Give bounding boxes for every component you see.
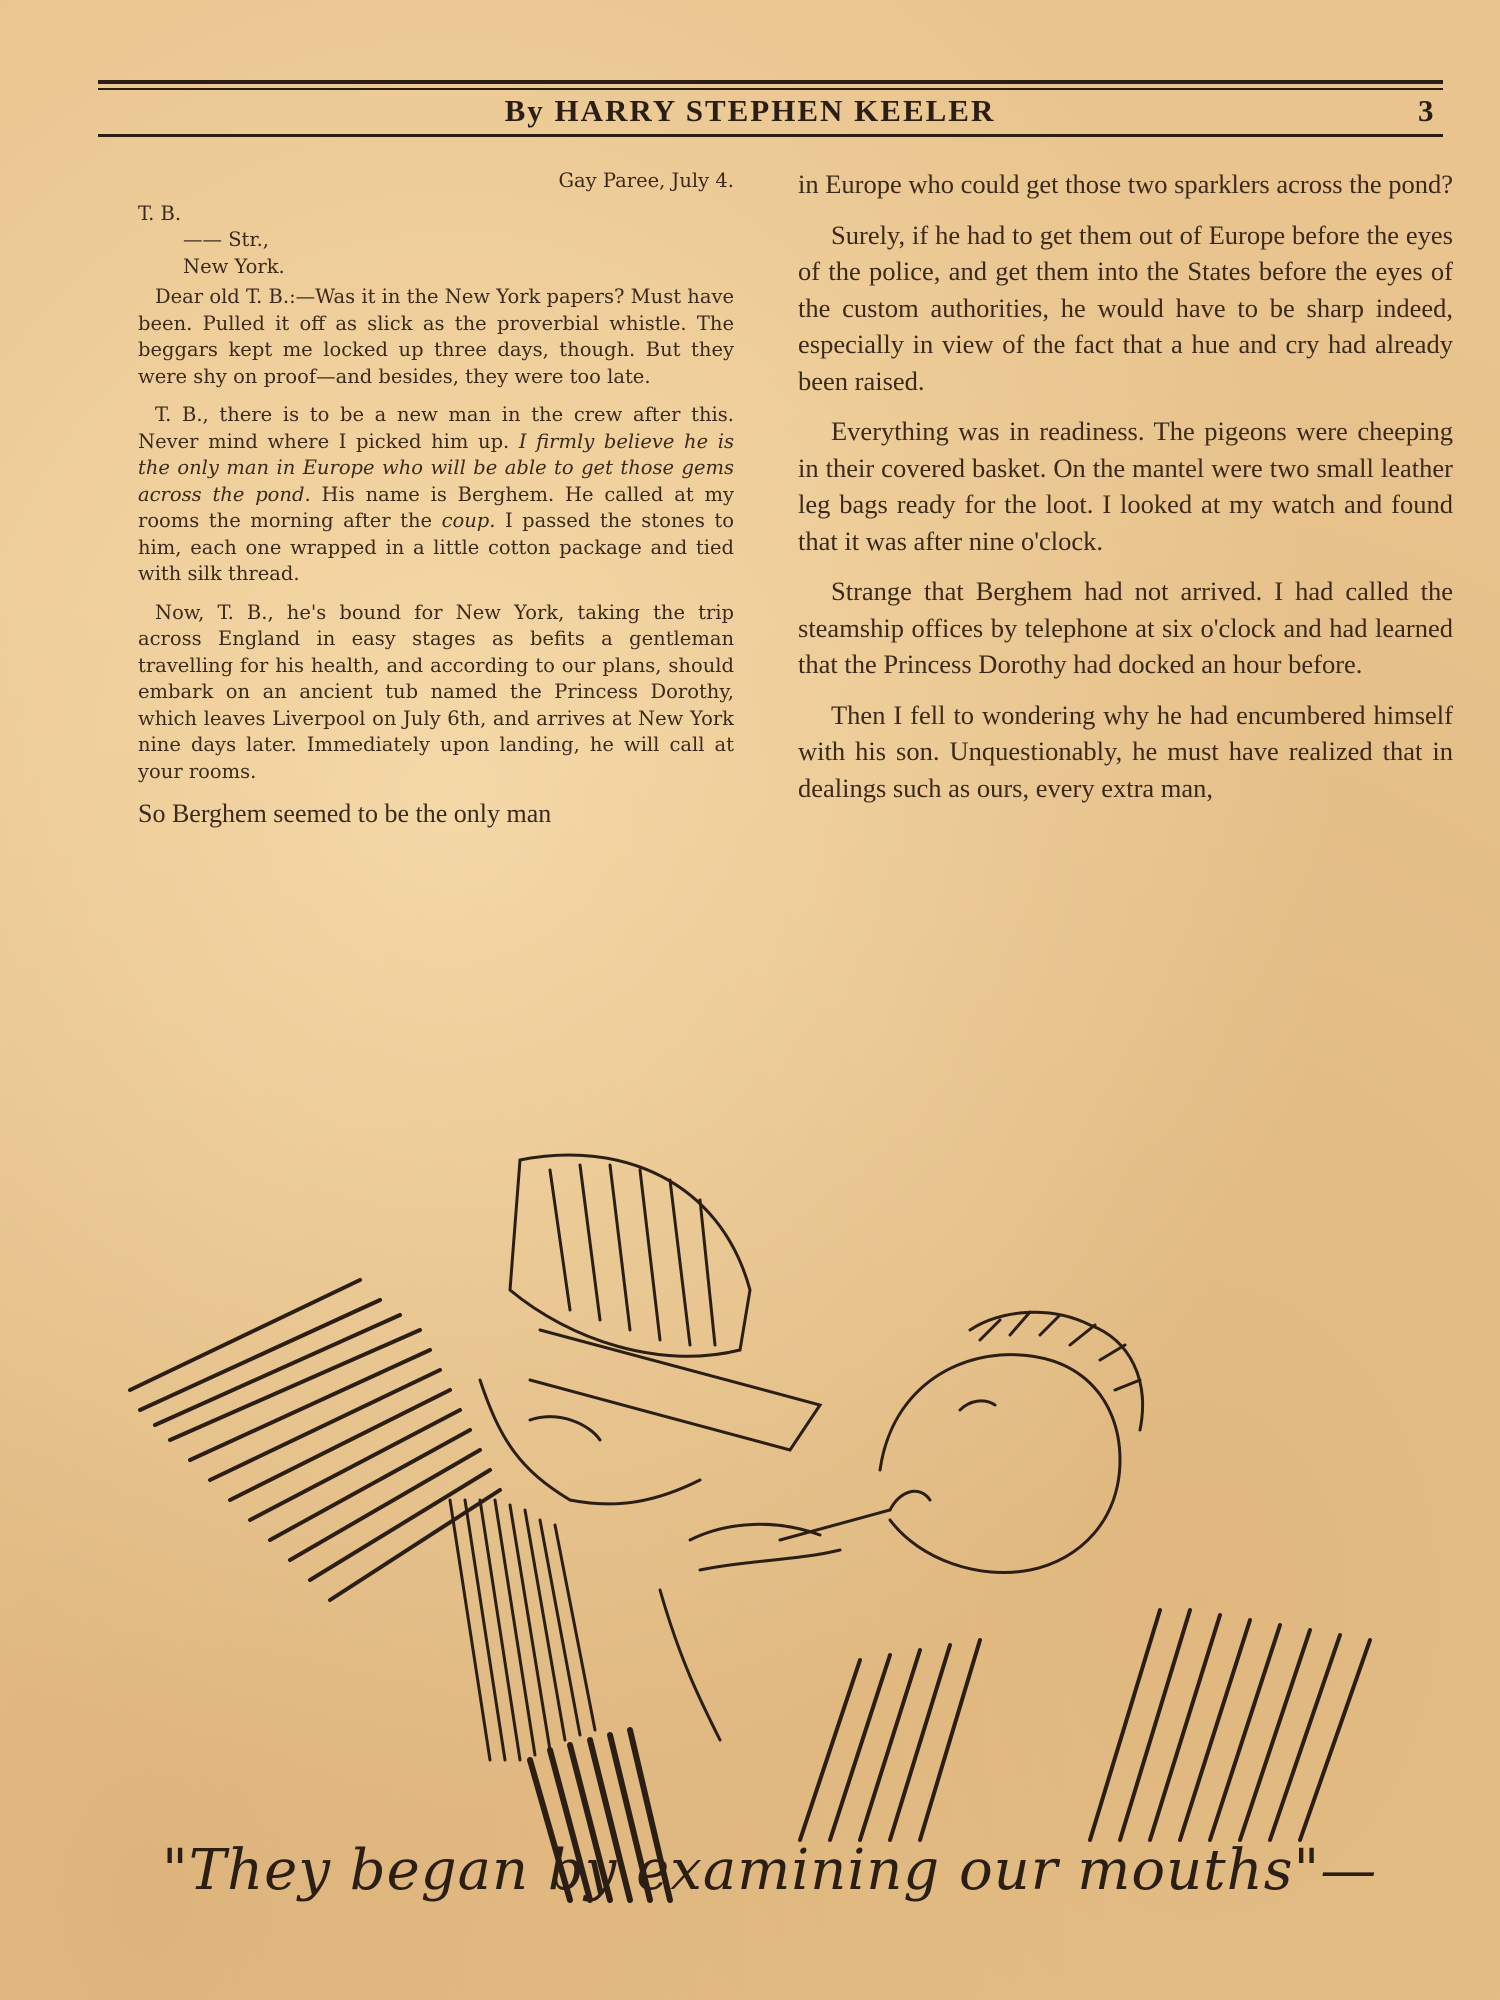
text-span: I passed the stones to him, each one wrapped in a little cotton package and tied with silk thread.	[138, 509, 735, 585]
page-number: 3	[1418, 93, 1434, 128]
left-figure	[450, 1380, 700, 1760]
text-span: His name is Berghem. He called at my rooms the morning after the	[138, 482, 734, 532]
header-rule-top	[98, 80, 1443, 84]
letter-address-street: —— Str.,	[183, 228, 269, 251]
letter-dateline: Gay Paree, July 4.	[558, 169, 734, 192]
ink-illustration	[100, 1140, 1460, 1910]
body-paragraph: So Berghem seemed to be the only man	[138, 799, 552, 828]
italic-text: I firmly believe he is the only man in Europe who will be able to get those gems across the pond.	[138, 429, 734, 506]
right-coat	[800, 1610, 1370, 1840]
body-paragraph: Then I fell to wondering why he had encumbered himself with his son. Unquestionably, he must have realized that in dealings such as ours, every extra man,	[798, 699, 1453, 803]
letter-address-city: New York.	[183, 254, 285, 278]
letter-paragraph: Now, T. B., he's bound for New York, taking the trip across England in easy stages as befits a gentleman travelling for his health, and according to our plans, should embark on an ancient tub named the Princess Dorothy, which leaves Liverpool on July 6th, and arrives at New York nine days later. Immediately upon landing, he will call at your rooms.	[138, 600, 734, 783]
body-paragraph: Strange that Berghem had not arrived. I had called the steamship offices by telephone at six o'clock and had learned that the Princess Dorothy had docked an hour before.	[798, 576, 1453, 679]
illustration-caption: "They began by examining our mouths"—	[162, 1838, 1378, 1903]
text-column-right	[798, 166, 1453, 820]
hands-drawing	[660, 1510, 890, 1740]
body-paragraph: in Europe who could get those two sparklers across the pond?	[798, 169, 1453, 199]
body-paragraph: Surely, if he had to get them out of Europe before the eyes of the police, and get them into the States before the eyes of the custom authorities, he would have to be sharp indeed, especially in view of the fact that a hue and cry had already been raised.	[798, 219, 1453, 396]
header-rule-top-thin	[98, 88, 1443, 90]
letter-paragraph: Dear old T. B.:—Was it in the New York papers? Must have been. Pulled it off as slick as the proverbial whistle. The beggars kept me locked up three days, though. But they were shy on proof—and besides, they were too late.	[138, 285, 734, 388]
letter-address-name: T. B.	[138, 201, 182, 225]
text-column-left	[138, 168, 734, 843]
header-rule-bottom	[98, 134, 1443, 137]
body-paragraph: Everything was in readiness. The pigeons were cheeping in their covered basket. On the mantel were two small leather leg bags ready for the loot. I looked at my watch and found that it was after nine o'clock.	[798, 416, 1453, 556]
right-figure	[880, 1312, 1143, 1573]
letter-paragraph	[138, 402, 734, 588]
text-span: T. B., there is to be a new man in the crew after this. Never mind where I picked him up.	[138, 403, 734, 453]
italic-text: coup.	[441, 509, 496, 532]
running-header: By HARRY STEPHEN KEELER	[504, 93, 996, 128]
cap-drawing	[510, 1155, 820, 1450]
hatching-left	[130, 1280, 500, 1600]
